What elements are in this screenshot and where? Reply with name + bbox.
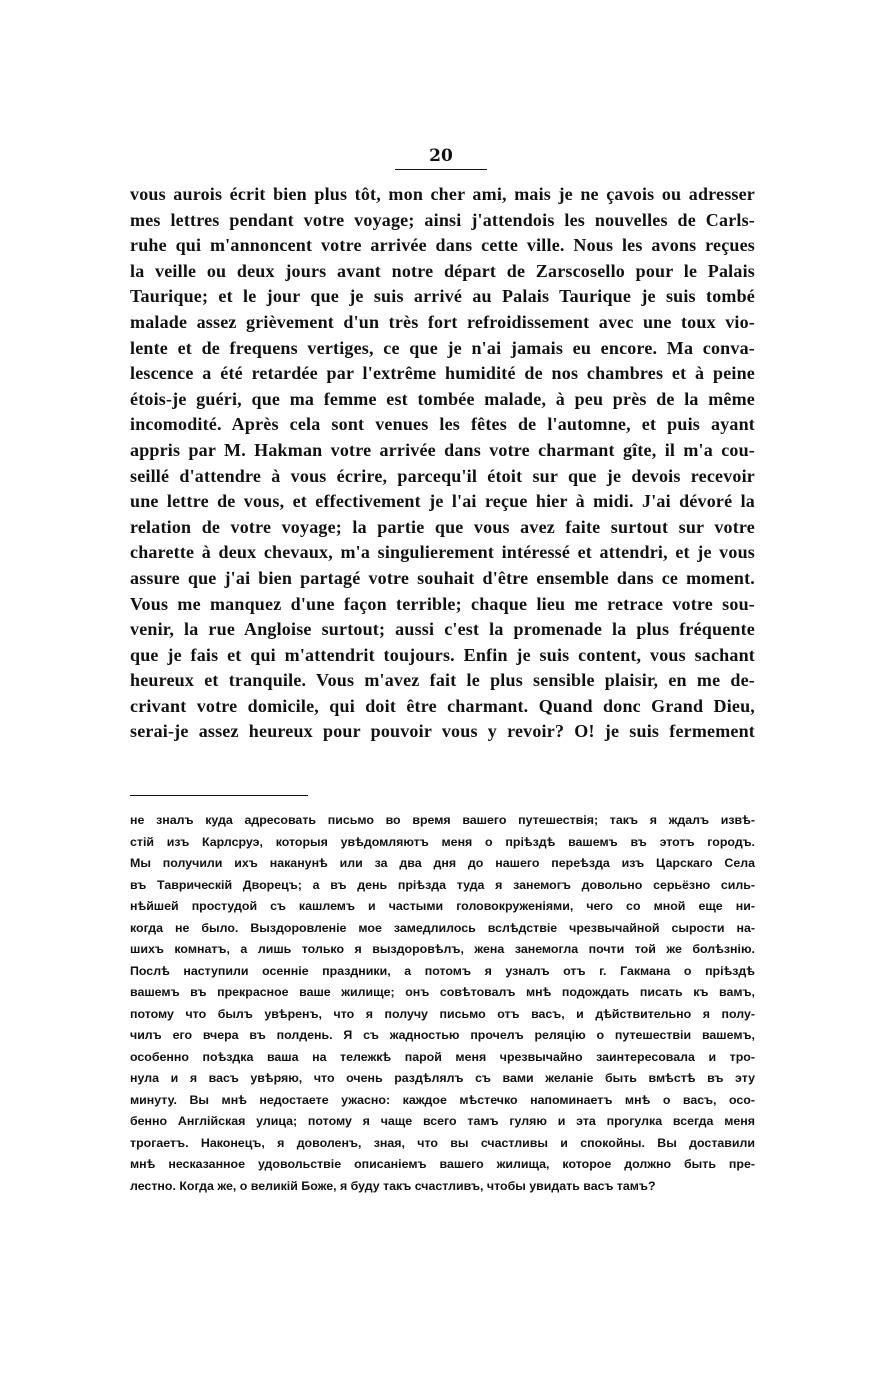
main-text-line: ruhe qui m'annoncent votre arrivée dans cette ville. Nous les avons reçues [130, 235, 755, 256]
footnote-line: Мы получили ихъ наканунѣ или за два дня до нашего переѣзда изъ Царскаго Села [130, 856, 755, 870]
footnote-line: шихъ комнатъ, а лишь только я выздоровѣлъ, жена занемогла почти той же болѣзнію. [130, 942, 755, 956]
main-text-line: mes lettres pendant votre voyage; ainsi j'attendois les nouvelles de Carls- [130, 209, 755, 230]
main-text-line: incomodité. Après cela sont venues les fêtes de l'automne, et puis ayant [130, 414, 755, 435]
page-number: 20 [429, 146, 453, 166]
main-text-line: seillé d'attendre à vous écrire, parcequ'il étoit sur que je devois recevoir [130, 465, 755, 486]
main-text-line: assure que j'ai bien partagé votre souhait d'être ensemble dans ce moment. [130, 567, 755, 588]
main-text-line: relation de votre voyage; la partie que vous avez faite surtout sur votre [130, 516, 755, 537]
footnote-line: потому что былъ увѣренъ, что я получу письмо отъ васъ, и дѣйствительно я полу- [130, 1006, 755, 1021]
main-text-line: malade assez grièvement d'un très fort refroidissement avec une toux vio- [130, 311, 755, 332]
main-text-line: serai-je assez heureux pour pouvoir vous y revoir? O! je suis fermement [130, 721, 755, 742]
main-text-line: une lettre de vous, et effectivement je l'ai reçue hier à midi. J'ai dévoré la [130, 491, 755, 512]
main-text-line: venir, la rue Angloise surtout; aussi c'est la promenade la plus fréquente [130, 619, 755, 640]
footnote-line: не зналъ куда адресовать письмо во время вашего путешествія; такъ я ждалъ извѣ- [130, 813, 755, 827]
footnote-line: стій изъ Карлсруэ, которыя увѣдомляютъ меня о пріѣздѣ вашемъ въ этотъ городъ. [130, 834, 755, 849]
main-text-line: étois-je guéri, que ma femme est tombée malade, à peu près de la même [130, 388, 755, 409]
footnote-translation [130, 810, 755, 1197]
main-text-line: lente et de frequens vertiges, ce que je n'ai jamais eu encore. Ma conva- [130, 337, 755, 358]
footnote-line: минуту. Вы мнѣ недостаете ужасно: каждое мѣстечко напоминаетъ мнѣ о васъ, осо- [130, 1092, 755, 1107]
main-text-line: Vous me manquez d'une façon terrible; chaque lieu me retrace votre sou- [130, 593, 755, 614]
main-text-line: vous aurois écrit bien plus tôt, mon cher ami, mais je ne çavois ou adresser [130, 184, 755, 204]
footnote-line: бенно Англійская улица; потому я чаще всего тамъ гуляю и эта прогулка всегда меня [130, 1114, 755, 1128]
footnote-line: нула и я васъ увѣряю, что очень раздѣлялъ съ вами желаніе быть вмѣстѣ въ эту [130, 1071, 755, 1085]
main-text-line: lescence a été retardée par l'extrême humidité de nos chambres et à peine [130, 363, 755, 384]
main-text-line: appris par M. Hakman votre arrivée dans votre charmant gîte, il m'a cou- [130, 439, 755, 460]
footnote-line: лестно. Когда же, о великій Боже, я буду такъ счастливъ, чтобы увидать васъ тамъ? [130, 1178, 656, 1193]
footnote-line: вашемъ въ прекрасное ваше жилище; онъ совѣтовалъ мнѣ подождать писать къ вамъ, [130, 985, 755, 999]
page-number-rule [395, 169, 487, 170]
footnote-line: въ Таврическій Дворецъ; а въ день пріѣзда туда я занемогъ довольно серьёзно силь- [130, 877, 755, 892]
main-text-line: heureux et tranquile. Vous m'avez fait le plus sensible plaisir, en me de- [130, 670, 755, 691]
main-text-line: charette à deux chevaux, m'a singulierement intéressé et attendri, et je vous [130, 542, 755, 563]
footnote-line: особенно поѣздка ваша на тележкѣ парой меня чрезвычайно заинтересовала и тро- [130, 1049, 755, 1064]
footnote-line: нѣйшей простудой съ кашлемъ и частыми головокруженіями, чего со мной еще ни- [130, 899, 755, 913]
main-text-line: que je fais et qui m'attendrit toujours. Enfin je suis content, vous sachant [130, 644, 755, 665]
main-text [130, 182, 755, 745]
footnote-line: трогаетъ. Наконецъ, я доволенъ, зная, что вы счастливы и спокойны. Вы доставили [130, 1135, 755, 1150]
main-text-line: la veille ou deux jours avant notre départ de Zarscosello pour le Palais [130, 260, 755, 281]
main-text-line: crivant votre domicile, qui doit être charmant. Quand donc Grand Dieu, [130, 695, 755, 716]
footnote-line: мнѣ несказанное удовольствіе описаніемъ вашего жилища, которое должно быть пре- [130, 1157, 755, 1171]
main-text-line: Taurique; et le jour que je suis arrivé au Palais Taurique je suis tombé [130, 286, 755, 307]
footnote-line: когда не было. Выздоровленіе мое замедлилось вслѣдствіе чрезвычайной сырости на- [130, 920, 755, 935]
footnote-rule [130, 795, 308, 796]
footnote-line: чилъ его вчера въ полдень. Я съ жадностью прочелъ реляцію о путешествіи вашемъ, [130, 1028, 755, 1042]
footnote-line: Послѣ наступили осенніе праздники, а потомъ я узналъ отъ г. Гакмана о пріѣздѣ [130, 963, 755, 978]
